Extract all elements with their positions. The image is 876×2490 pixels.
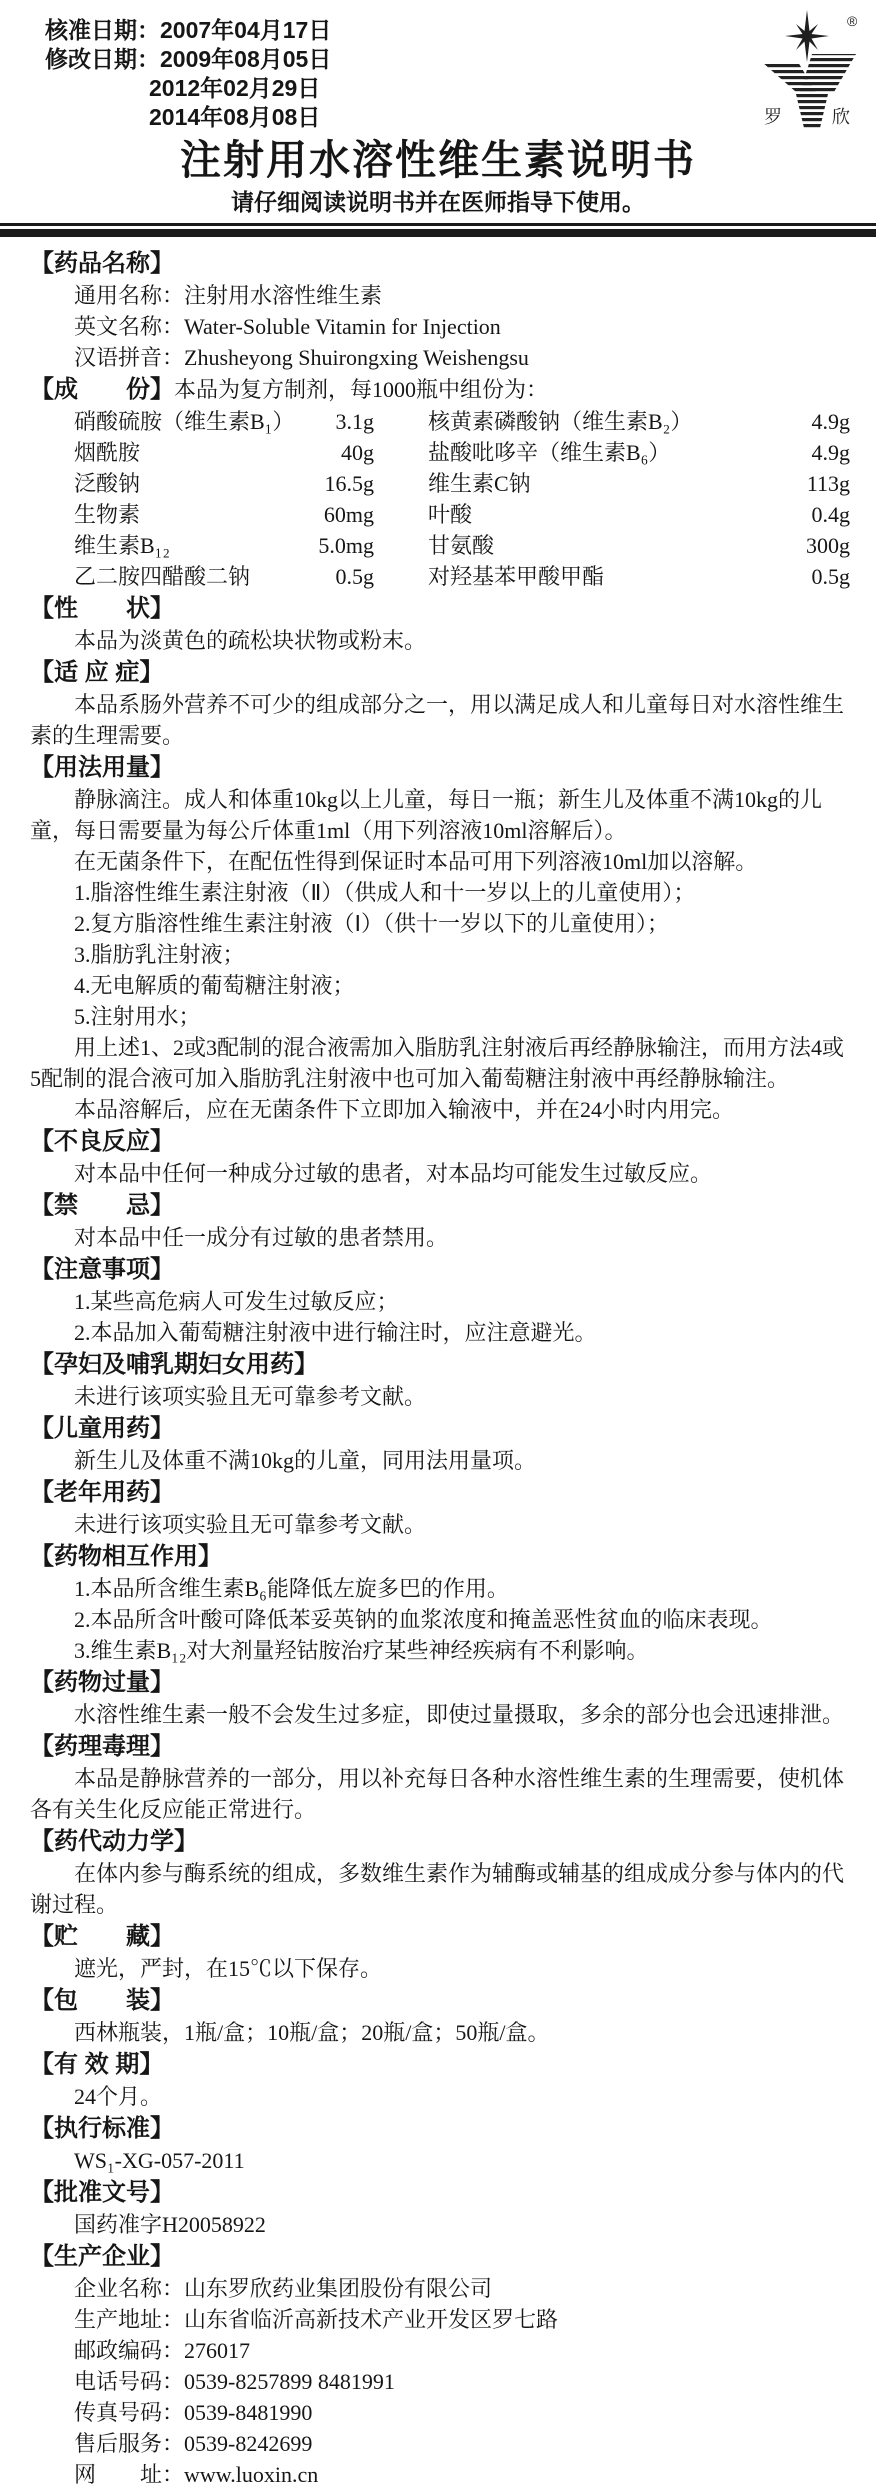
manufacturer-address: 生产地址：山东省临沂高新技术产业开发区罗七路 <box>74 2307 559 2332</box>
ingredient-amount: 0.4g <box>811 502 850 527</box>
ingredient-name: 烟酰胺 <box>74 440 141 465</box>
pharmacology-text: 本品是静脉营养的一部分，用以补充每日各种水溶性维生素的生理需要，使机体各有关生化反应能正常进行。 <box>30 1766 845 1822</box>
pregnancy-text: 未进行该项实验且无可靠参考文献。 <box>74 1384 427 1409</box>
composition-row <box>30 530 850 561</box>
manufacturer-fax: 传真号码：0539-8481990 <box>74 2400 313 2425</box>
ingredient-amount: 113g <box>806 471 850 496</box>
approval-date-row <box>45 16 876 45</box>
section-heading-pregnancy: 【孕妇及哺乳期妇女用药】 <box>30 1351 318 1378</box>
indent-spacer <box>45 103 149 132</box>
indications-text: 本品系肠外营养不可少的组成部分之一，用以满足成人和儿童每日对水溶性维生素的生理需要。 <box>30 692 845 748</box>
dosage-list-item: 3.脂肪乳注射液； <box>74 942 245 967</box>
standard-text: WS₁-XG-057-2011 <box>74 2148 245 2173</box>
revision-date-value: 2009年08月05日 <box>160 46 332 72</box>
precautions-list-item: 2.本品加入葡萄糖注射液中进行输注时，应注意避光。 <box>74 1320 597 1345</box>
section-heading-geriatric: 【老年用药】 <box>30 1479 174 1506</box>
ingredient-name: 对羟基苯甲酸甲酯 <box>428 564 605 589</box>
ingredient-amount: 4.9g <box>811 440 850 465</box>
dosage-paragraph: 用上述1、2或3配制的混合液需加入脂肪乳注射液后再经静脉输注，而用方法4或5配制的混合液可加入脂肪乳注射液中也可加入葡萄糖注射液中再经静脉输注。 <box>30 1035 845 1091</box>
manufacturer-postcode: 邮政编码：276017 <box>74 2338 251 2363</box>
section-heading-pharmacology: 【药理毒理】 <box>30 1733 174 1760</box>
ingredient-name: 生物素 <box>74 502 141 527</box>
section-heading-storage: 【贮 藏】 <box>30 1923 174 1950</box>
composition-heading-text: 【成 份】 <box>30 376 174 403</box>
dosage-list-item: 2.复方脂溶性维生素注射液（Ⅰ）（供十一岁以下的儿童使用）； <box>74 911 669 936</box>
dosage-list-item: 1.脂溶性维生素注射液（Ⅱ）（供成人和十一岁以上的儿童使用）； <box>74 880 696 905</box>
manufacturer-website: 网 址：www.luoxin.cn <box>74 2462 319 2487</box>
ingredient-name: 盐酸吡哆辛（维生素B₆） <box>428 440 671 465</box>
section-heading-validity: 【有 效 期】 <box>30 2051 164 2078</box>
composition-row <box>30 561 850 592</box>
drug-name-pinyin: 汉语拼音：Zhusheyong Shuirongxing Weishengsu <box>74 345 529 370</box>
packaging-text: 西林瓶装，1瓶/盒；10瓶/盒；20瓶/盒；50瓶/盒。 <box>74 2020 550 2045</box>
drug-name-generic: 通用名称：注射用水溶性维生素 <box>74 283 383 308</box>
section-heading-properties: 【性 状】 <box>30 595 174 622</box>
brand-char-left: 罗 <box>764 107 782 127</box>
section-heading-drug-name: 【药品名称】 <box>30 250 174 277</box>
dosage-paragraph: 本品溶解后，应在无菌条件下立即加入输液中，并在24小时内用完。 <box>74 1097 735 1122</box>
geriatric-text: 未进行该项实验且无可靠参考文献。 <box>74 1512 427 1537</box>
revision-date-value: 2014年08月08日 <box>149 104 321 130</box>
validity-text: 24个月。 <box>74 2084 163 2109</box>
dosage-paragraph: 在无菌条件下，在配伍性得到保证时本品可用下列溶液10ml加以溶解。 <box>74 849 758 874</box>
composition-row <box>30 468 850 499</box>
interactions-list-item: 2.本品所含叶酸可降低苯妥英钠的血浆浓度和掩盖恶性贫血的临床表现。 <box>74 1607 773 1632</box>
divider-thick <box>0 229 876 237</box>
ingredient-amount: 16.5g <box>324 471 374 496</box>
ingredient-amount: 60mg <box>323 502 374 527</box>
ingredient-amount: 0.5g <box>811 564 850 589</box>
section-heading-standard: 【执行标准】 <box>30 2115 174 2142</box>
section-heading-packaging: 【包 装】 <box>30 1987 174 2014</box>
indent-spacer <box>45 74 149 103</box>
section-heading-dosage: 【用法用量】 <box>30 754 174 781</box>
dosage-paragraph: 静脉滴注。成人和体重10kg以上儿童，每日一瓶；新生儿及体重不满10kg的儿童，每日需要量为每公斤体重1ml（用下列溶液10ml溶解后）。 <box>30 787 823 843</box>
pediatric-text: 新生儿及体重不满10kg的儿童，同用法用量项。 <box>74 1448 537 1473</box>
composition-row <box>30 437 850 468</box>
section-heading-interactions: 【药物相互作用】 <box>30 1543 222 1570</box>
ingredient-name: 维生素C钠 <box>428 471 531 496</box>
properties-text: 本品为淡黄色的疏松块状物或粉末。 <box>74 628 427 653</box>
divider-thin <box>0 223 876 226</box>
precautions-list-item: 1.某些高危病人可发生过敏反应； <box>74 1289 399 1314</box>
leaflet-header <box>0 0 876 132</box>
manufacturer-after-sales: 售后服务：0539-8242699 <box>74 2431 313 2456</box>
adverse-reactions-text: 对本品中任何一种成分过敏的患者，对本品均可能发生过敏反应。 <box>74 1161 713 1186</box>
ingredient-name: 核黄素磷酸钠（维生素B₂） <box>428 409 693 434</box>
section-heading-pediatric: 【儿童用药】 <box>30 1415 174 1442</box>
section-heading-pharmacokinetics: 【药代动力学】 <box>30 1828 198 1855</box>
approval-date-label: 核准日期： <box>45 17 160 43</box>
dosage-list-item: 4.无电解质的葡萄糖注射液； <box>74 973 355 998</box>
interactions-list-item: 1.本品所含维生素B₆能降低左旋多巴的作用。 <box>74 1576 509 1601</box>
ingredient-amount: 300g <box>806 533 850 558</box>
section-heading-overdose: 【药物过量】 <box>30 1669 174 1696</box>
storage-text: 遮光，严封，在15℃以下保存。 <box>74 1956 383 1981</box>
section-heading-contraindications: 【禁 忌】 <box>30 1192 174 1219</box>
section-heading-precautions: 【注意事项】 <box>30 1256 174 1283</box>
ingredient-name: 泛酸钠 <box>74 471 141 496</box>
ingredient-amount: 4.9g <box>811 409 850 434</box>
pharmacokinetics-text: 在体内参与酶系统的组成，多数维生素作为辅酶或辅基的组成成分参与体内的代谢过程。 <box>30 1861 845 1917</box>
section-heading-composition <box>30 373 850 406</box>
composition-row <box>30 406 850 437</box>
approval-date-value: 2007年04月17日 <box>160 17 332 43</box>
manufacturer-phone: 电话号码：0539-8257899 8481991 <box>74 2369 395 2394</box>
ingredient-amount: 5.0mg <box>318 533 374 558</box>
approval-number-text: 国药准字H20058922 <box>74 2212 266 2237</box>
ingredient-amount: 3.1g <box>335 409 374 434</box>
dosage-list-item: 5.注射用水； <box>74 1004 201 1029</box>
revision-date-row <box>45 74 876 103</box>
composition-row <box>30 499 850 530</box>
contraindications-text: 对本品中任一成分有过敏的患者禁用。 <box>74 1225 449 1250</box>
section-heading-indications: 【适 应 症】 <box>30 659 164 686</box>
leaflet-body <box>0 237 876 2490</box>
ingredient-name: 硝酸硫胺（维生素B₁） <box>74 409 295 434</box>
section-heading-manufacturer: 【生产企业】 <box>30 2243 174 2270</box>
overdose-text: 水溶性维生素一般不会发生过多症，即使过量摄取，多余的部分也会迅速排泄。 <box>74 1702 845 1727</box>
brand-char-right: 欣 <box>832 107 850 127</box>
revision-date-label: 修改日期： <box>45 46 160 72</box>
registered-mark: ® <box>847 13 858 29</box>
interactions-list-item: 3.维生素B₁₂对大剂量羟钴胺治疗某些神经疾病有不利影响。 <box>74 1638 649 1663</box>
ingredient-amount: 40g <box>341 440 374 465</box>
page-subtitle: 请仔细阅读说明书并在医师指导下使用。 <box>231 189 645 215</box>
drug-name-english: 英文名称：Water-Soluble Vitamin for Injection <box>74 314 501 339</box>
revision-date-row <box>45 103 876 132</box>
luoxin-logo <box>754 10 860 132</box>
ingredient-name: 维生素B₁₂ <box>74 533 171 558</box>
logo-stem <box>796 94 828 128</box>
ingredient-name: 甘氨酸 <box>428 533 495 558</box>
ingredient-name: 乙二胺四醋酸二钠 <box>74 564 251 589</box>
page-title: 注射用水溶性维生素说明书 <box>180 137 696 183</box>
revision-date-row <box>45 45 876 74</box>
ingredient-amount: 0.5g <box>335 564 374 589</box>
section-heading-approval-number: 【批准文号】 <box>30 2179 174 2206</box>
section-heading-adverse-reactions: 【不良反应】 <box>30 1128 174 1155</box>
revision-date-value: 2012年02月29日 <box>149 75 321 101</box>
ingredient-name: 叶酸 <box>428 502 473 527</box>
manufacturer-company-name: 企业名称：山东罗欣药业集团股份有限公司 <box>74 2276 493 2301</box>
composition-intro: 本品为复方制剂，每1000瓶中组份为： <box>174 377 549 402</box>
logo-right-arm <box>800 54 856 92</box>
